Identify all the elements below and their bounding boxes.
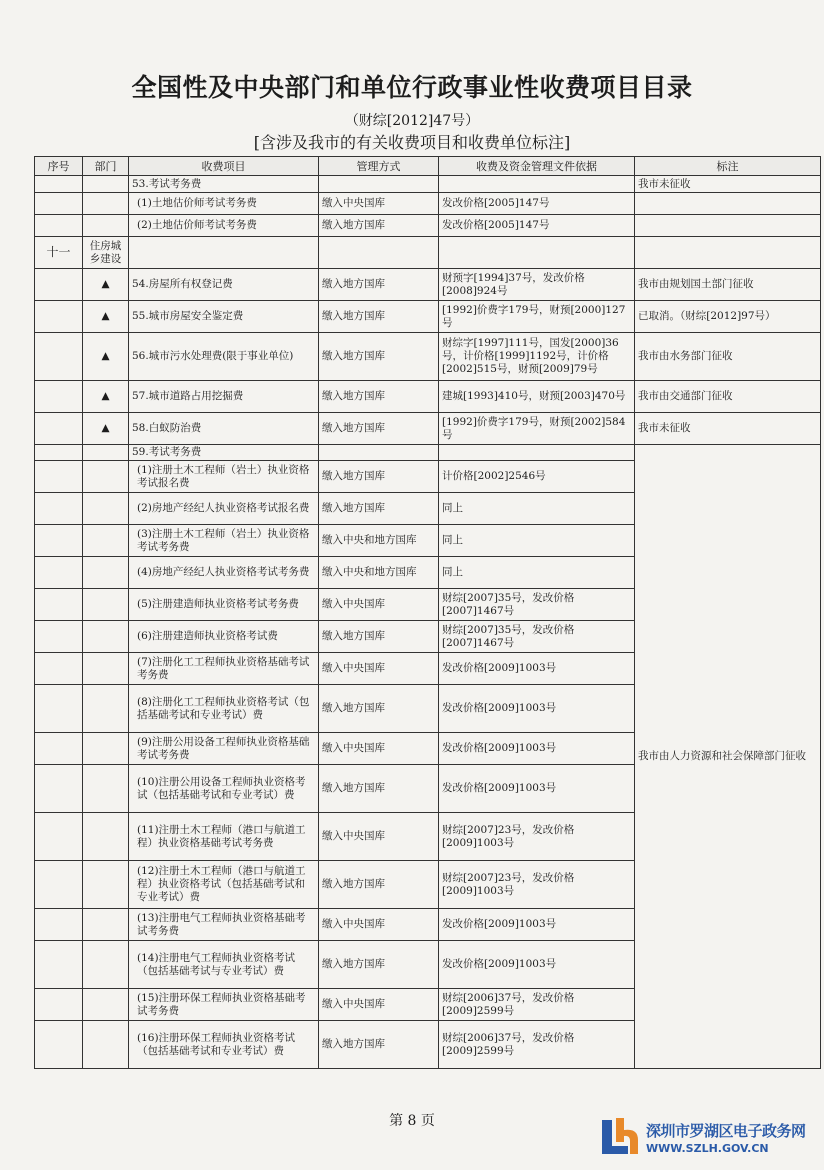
row-department [83, 557, 129, 589]
row-basis: 财综[2006]37号，发改价格[2009]2599号 [439, 1021, 635, 1069]
watermark-url: WWW.SZLH.GOV.CN [646, 1142, 769, 1155]
row-management: 缴入地方国库 [319, 765, 439, 813]
row-management: 缴入地方国库 [319, 461, 439, 493]
row-department: ▲ [83, 381, 129, 413]
row-basis: 财综[2006]37号，发改价格[2009]2599号 [439, 989, 635, 1021]
row-management [319, 445, 439, 461]
row-fee-item: 57.城市道路占用挖掘费 [129, 381, 319, 413]
row-basis: 财综字[1997]111号，国发[2000]36号，计价格[1999]1192号，计价格[2002]515号，财预[2009]79号 [439, 333, 635, 381]
table-row [35, 237, 821, 269]
row-department [83, 215, 129, 237]
row-management: 缴入中央国库 [319, 989, 439, 1021]
row-management [319, 237, 439, 269]
row-basis: [1992]价费字179号，财预[2002]584号 [439, 413, 635, 445]
row-number [35, 909, 83, 941]
row-number [35, 525, 83, 557]
row-management: 缴入地方国库 [319, 301, 439, 333]
row-basis: 财综[2007]23号，发改价格[2009]1003号 [439, 861, 635, 909]
row-number [35, 989, 83, 1021]
row-fee-item: (11)注册土木工程师（港口与航道工程）执业资格基础考试考务费 [129, 813, 319, 861]
header-name: 收费项目 [129, 157, 319, 176]
row-number [35, 621, 83, 653]
row-department [83, 653, 129, 685]
row-department [83, 621, 129, 653]
row-basis: 发改价格[2009]1003号 [439, 765, 635, 813]
row-number [35, 685, 83, 733]
row-fee-item: (9)注册公用设备工程师执业资格基础考试考务费 [129, 733, 319, 765]
row-number [35, 765, 83, 813]
row-management: 缴入中央国库 [319, 733, 439, 765]
lh-logo-icon [598, 1114, 642, 1158]
row-management: 缴入地方国库 [319, 333, 439, 381]
row-department [83, 909, 129, 941]
row-number [35, 733, 83, 765]
row-number: 十一 [35, 237, 83, 269]
row-basis: 同上 [439, 557, 635, 589]
table-row [35, 176, 821, 193]
table-row [35, 333, 821, 381]
row-department [83, 765, 129, 813]
row-basis [439, 176, 635, 193]
row-management: 缴入地方国库 [319, 861, 439, 909]
row-number [35, 493, 83, 525]
header-mgmt: 管理方式 [319, 157, 439, 176]
row-fee-item: (15)注册环保工程师执业资格基础考试考务费 [129, 989, 319, 1021]
row-management: 缴入地方国库 [319, 215, 439, 237]
row-fee-item: (8)注册化工工程师执业资格考试（包括基础考试和专业考试）费 [129, 685, 319, 733]
row-department [83, 445, 129, 461]
row-number [35, 861, 83, 909]
row-department: ▲ [83, 413, 129, 445]
row-department [83, 733, 129, 765]
row-note: 我市未征收 [635, 413, 821, 445]
row-basis: 发改价格[2009]1003号 [439, 685, 635, 733]
row-management: 缴入中央国库 [319, 193, 439, 215]
row-fee-item: (1)注册土木工程师（岩土）执业资格考试报名费 [129, 461, 319, 493]
row-management: 缴入中央和地方国库 [319, 557, 439, 589]
row-basis: 建城[1993]410号，财预[2003]470号 [439, 381, 635, 413]
row-basis: 发改价格[2005]147号 [439, 193, 635, 215]
row-fee-item [129, 237, 319, 269]
table-row [35, 301, 821, 333]
row-fee-item: (1)土地估价师考试考务费 [129, 193, 319, 215]
row-basis: 发改价格[2005]147号 [439, 215, 635, 237]
row-basis: 财综[2007]23号，发改价格[2009]1003号 [439, 813, 635, 861]
row-department [83, 525, 129, 557]
row-management: 缴入地方国库 [319, 1021, 439, 1069]
row-management: 缴入地方国库 [319, 941, 439, 989]
row-note: 已取消。（财综[2012]97号） [635, 301, 821, 333]
row-note: 我市由交通部门征收 [635, 381, 821, 413]
row-department [83, 589, 129, 621]
table-row [35, 413, 821, 445]
row-department [83, 989, 129, 1021]
row-basis: 计价格[2002]2546号 [439, 461, 635, 493]
row-department [83, 685, 129, 733]
row-basis: [1992]价费字179号，财预[2000]127号 [439, 301, 635, 333]
row-number [35, 461, 83, 493]
row-fee-item: 53.考试考务费 [129, 176, 319, 193]
row-basis: 发改价格[2009]1003号 [439, 909, 635, 941]
row-fee-item: (14)注册电气工程师执业资格考试（包括基础考试与专业考试）费 [129, 941, 319, 989]
row-basis [439, 237, 635, 269]
row-number [35, 413, 83, 445]
row-basis: 财综[2007]35号，发改价格[2007]1467号 [439, 589, 635, 621]
page-number: 第 8 页 [389, 1113, 435, 1129]
row-fee-item: 56.城市污水处理费(限于事业单位) [129, 333, 319, 381]
row-department [83, 813, 129, 861]
row-management: 缴入中央和地方国库 [319, 525, 439, 557]
row-management: 缴入中央国库 [319, 653, 439, 685]
row-department: 住房城乡建设 [83, 237, 129, 269]
row-department [83, 493, 129, 525]
row-management: 缴入中央国库 [319, 589, 439, 621]
document-number: （财综[2012]47号） [344, 113, 480, 129]
row-management: 缴入地方国库 [319, 493, 439, 525]
watermark-name: 深圳市罗湖区电子政务网 [646, 1122, 806, 1140]
row-fee-item: (2)土地估价师考试考务费 [129, 215, 319, 237]
row-basis: 财综[2007]35号，发改价格[2007]1467号 [439, 621, 635, 653]
row-basis: 发改价格[2009]1003号 [439, 941, 635, 989]
row-department [83, 941, 129, 989]
row-department [83, 193, 129, 215]
row-management: 缴入地方国库 [319, 381, 439, 413]
header-dept: 部门 [83, 157, 129, 176]
row-number [35, 653, 83, 685]
header-note: 标注 [635, 157, 821, 176]
row-fee-item: (16)注册环保工程师执业资格考试（包括基础考试和专业考试）费 [129, 1021, 319, 1069]
row-basis: 发改价格[2009]1003号 [439, 653, 635, 685]
row-management: 缴入中央国库 [319, 909, 439, 941]
row-management: 缴入地方国库 [319, 685, 439, 733]
row-department [83, 861, 129, 909]
row-basis: 发改价格[2009]1003号 [439, 733, 635, 765]
row-fee-item: (12)注册土木工程师（港口与航道工程）执业资格考试（包括基础考试和专业考试）费 [129, 861, 319, 909]
row-management [319, 176, 439, 193]
table-row [35, 445, 821, 461]
fee-table [34, 156, 821, 1069]
header-basis: 收费及资金管理文件依据 [439, 157, 635, 176]
row-fee-item: (4)房地产经纪人执业资格考试考务费 [129, 557, 319, 589]
row-fee-item: (5)注册建造师执业资格考试考务费 [129, 589, 319, 621]
row-department [83, 176, 129, 193]
row-department: ▲ [83, 301, 129, 333]
row-basis: 同上 [439, 493, 635, 525]
row-fee-item: (6)注册建造师执业资格考试费 [129, 621, 319, 653]
row-number [35, 589, 83, 621]
watermark-logo [598, 1110, 818, 1162]
row-number [35, 215, 83, 237]
row-note [635, 193, 821, 215]
table-row [35, 381, 821, 413]
annotation-note: [含涉及我市的有关收费项目和收费单位标注] [253, 133, 571, 152]
header-no: 序号 [35, 157, 83, 176]
row-fee-item: (10)注册公用设备工程师执业资格考试（包括基础考试和专业考试）费 [129, 765, 319, 813]
row-fee-item: (7)注册化工工程师执业资格基础考试考务费 [129, 653, 319, 685]
row-note: 我市未征收 [635, 176, 821, 193]
row-number [35, 1021, 83, 1069]
row-number [35, 557, 83, 589]
row-basis: 财预字[1994]37号，发改价格[2008]924号 [439, 269, 635, 301]
row-department [83, 1021, 129, 1069]
fee-table-body [35, 176, 821, 1069]
row-note: 我市由规划国土部门征收 [635, 269, 821, 301]
row-fee-item: (2)房地产经纪人执业资格考试报名费 [129, 493, 319, 525]
row-number [35, 813, 83, 861]
table-header-row [35, 157, 821, 176]
row-management: 缴入地方国库 [319, 413, 439, 445]
row-number [35, 333, 83, 381]
row-basis [439, 445, 635, 461]
row-management: 缴入中央国库 [319, 813, 439, 861]
row-management: 缴入地方国库 [319, 269, 439, 301]
row-number [35, 269, 83, 301]
row-department: ▲ [83, 333, 129, 381]
row-management: 缴入地方国库 [319, 621, 439, 653]
row-fee-item: 58.白蚁防治费 [129, 413, 319, 445]
row-number [35, 193, 83, 215]
row-note [635, 237, 821, 269]
table-row [35, 193, 821, 215]
row-department: ▲ [83, 269, 129, 301]
row-fee-item: 59.考试考务费 [129, 445, 319, 461]
row-note [635, 215, 821, 237]
row-note-group: 我市由人力资源和社会保障部门征收 [635, 445, 821, 1069]
table-row [35, 215, 821, 237]
row-number [35, 176, 83, 193]
row-fee-item: (3)注册土木工程师（岩土）执业资格考试考务费 [129, 525, 319, 557]
row-number [35, 445, 83, 461]
row-department [83, 461, 129, 493]
row-fee-item: (13)注册电气工程师执业资格基础考试考务费 [129, 909, 319, 941]
page-title: 全国性及中央部门和单位行政事业性收费项目目录 [131, 73, 693, 102]
row-fee-item: 54.房屋所有权登记费 [129, 269, 319, 301]
row-number [35, 941, 83, 989]
row-fee-item: 55.城市房屋安全鉴定费 [129, 301, 319, 333]
row-basis: 同上 [439, 525, 635, 557]
row-note: 我市由水务部门征收 [635, 333, 821, 381]
table-row [35, 269, 821, 301]
row-number [35, 381, 83, 413]
row-number [35, 301, 83, 333]
